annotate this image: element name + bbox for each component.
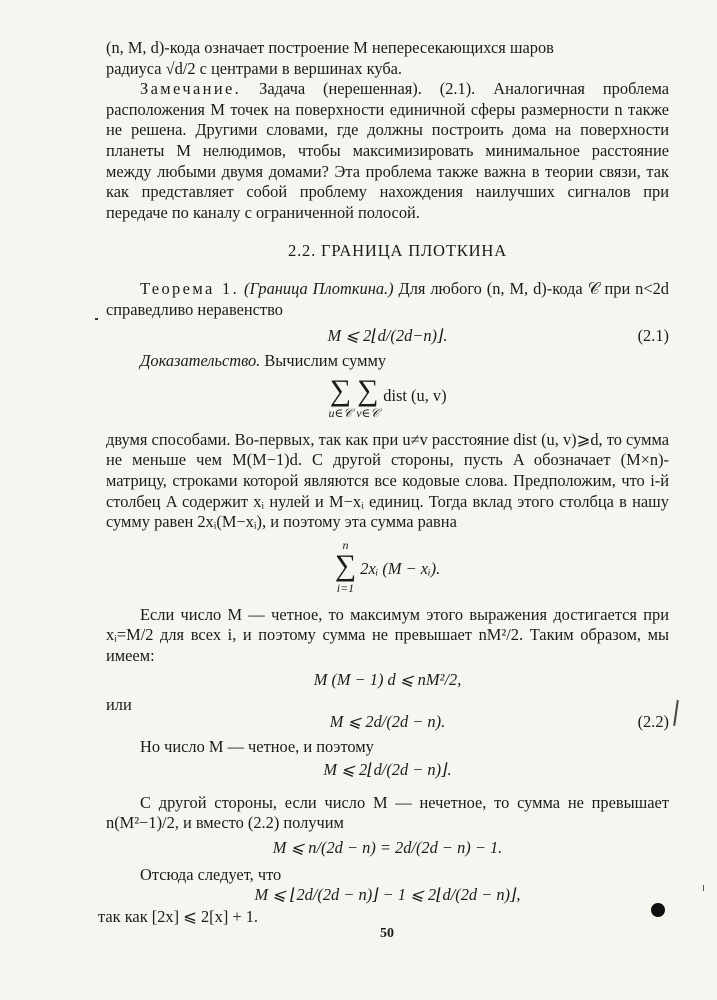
sum-symbol: n ∑ i=1 bbox=[334, 537, 357, 595]
remark-label: Замечание. bbox=[140, 79, 242, 99]
proof-text: Вычислим сумму bbox=[260, 351, 387, 371]
text-paragraph: Если число M — четное, то максимум этого выражения достигается при xᵢ=M/2 для всех i, и поэтому сумма не превышает nM²/2. Таким образом, мы имеем: bbox=[106, 604, 669, 665]
formula-text: M ⩽ 2d/(2d − n). bbox=[329, 712, 446, 732]
text-paragraph: С другой стороны, если число M — нечетное, то сумма не превышает n(M²−1)/2, и вместо (2.2) получим bbox=[106, 792, 669, 833]
text-line: или bbox=[106, 695, 132, 715]
margin-mark bbox=[703, 885, 704, 891]
page-number: 50 bbox=[380, 926, 394, 941]
text-line: так как [2x] ⩽ 2[x] + 1. bbox=[98, 907, 259, 927]
sum-symbol: ∑ v∈𝒞 bbox=[356, 373, 380, 420]
formula-odd bbox=[106, 838, 669, 863]
theorem-paragraph bbox=[106, 279, 669, 320]
formula-text: M (M − 1) d ⩽ nM²/2, bbox=[313, 670, 462, 690]
text-line: радиуса √d/2 с центрами в вершинах куба. bbox=[106, 58, 403, 78]
remark-text: Задача (нерешенная). (2.1). Аналогичная проблема расположения M точек на поверхности единичной сферы размерности n также не решена. Другими словами, где должны построить дома на поверхности планеты M нелюдимов, чтобы максимизировать минимальное расстояние между любыми двумя домами? Эта проблема также важна в теории связи, так как представляет собой проблему нахождения наилучших сигналов при передаче по каналу с ограниченной полосой. bbox=[106, 79, 669, 222]
text-line: Отсюда следует, что bbox=[140, 864, 282, 884]
formula-text: M ⩽ 2⌊d/(2d−n)⌋. bbox=[327, 326, 448, 346]
page-body bbox=[98, 38, 669, 928]
proof-label: Доказательство. bbox=[140, 351, 261, 371]
formula-text: M ⩽ 2⌊d/(2d − n)⌋. bbox=[323, 759, 452, 779]
margin-mark bbox=[95, 318, 98, 320]
sum-body: 2xᵢ (M − xᵢ). bbox=[360, 558, 441, 578]
theorem-name: (Граница Плоткина.) bbox=[239, 278, 394, 298]
ink-blot bbox=[651, 903, 665, 917]
margin-mark bbox=[673, 700, 678, 726]
remark-paragraph bbox=[106, 79, 669, 223]
text-paragraph: двумя способами. Во-первых, так как при u≠v расстояние dist (u, v)⩾d, то сумма не меньше чем M(M−1)d. С другой стороны, пусть A обозначает (M×n)-матрицу, строками которой являются все кодовые слова. Предположим, что i-й столбец A содержит xᵢ нулей и M−xᵢ единиц. Тогда вклад этого столбца в нашу сумму равен 2xᵢ(M−xᵢ), и поэтому эта сумма равна bbox=[106, 429, 669, 532]
formula-text: M ⩽ ⌊2d/(2d − n)⌋ − 1 ⩽ 2⌊d/(2d − n)⌋, bbox=[254, 885, 521, 905]
equation-number: (2.2) bbox=[637, 712, 669, 732]
text-line: (n, M, d)-кода означает построение M непересекающихся шаров bbox=[106, 38, 554, 57]
single-sum bbox=[106, 539, 669, 601]
formula-even bbox=[106, 760, 669, 785]
equation-number: (2.1) bbox=[637, 326, 669, 346]
formula-mm bbox=[106, 670, 669, 695]
formula-2-2 bbox=[106, 712, 669, 737]
proof-paragraph bbox=[106, 351, 669, 372]
formula-2-1 bbox=[106, 326, 669, 351]
formula-final bbox=[106, 885, 669, 907]
formula-text: M ⩽ n/(2d − n) = 2d/(2d − n) − 1. bbox=[272, 837, 503, 857]
theorem-text: Для любого (n, M, d)-кода 𝒞 при n<2d справедливо неравенство bbox=[106, 278, 669, 319]
sum-body: dist (u, v) bbox=[383, 385, 447, 405]
section-heading: 2.2. ГРАНИЦА ПЛОТКИНА bbox=[288, 241, 507, 261]
text-line: Но число M — четное, и поэтому bbox=[140, 737, 374, 757]
double-sum bbox=[106, 373, 669, 430]
theorem-label: Теорема 1. bbox=[140, 278, 240, 298]
sum-symbol: ∑ u∈𝒞 bbox=[328, 373, 353, 420]
